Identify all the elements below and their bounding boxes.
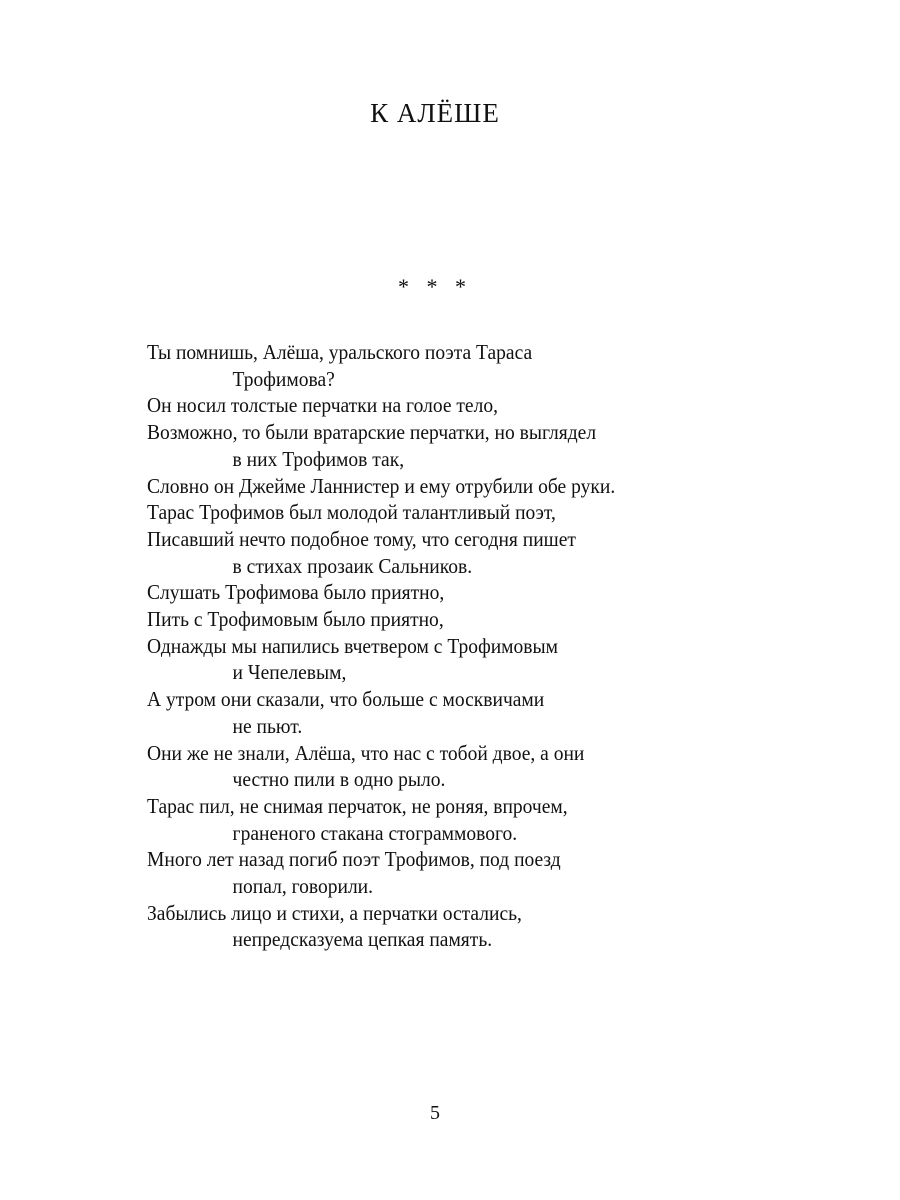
poem-line: Словно он Джейме Ланнистер и ему отрубили обе руки. [147, 473, 616, 498]
poem-line: Они же не знали, Алёша, что нас с тобой двое, а они [147, 740, 585, 765]
poem-line-continuation: граненого стакана стограммового. [232, 820, 518, 845]
section-separator: * * * [398, 274, 472, 299]
poem-line: Слушать Трофимова было приятно, [147, 580, 445, 605]
poem-body [147, 339, 787, 953]
poem-line: Тарас пил, не снимая перчаток, не роняя, впрочем, [147, 793, 568, 818]
poem-line: Тарас Трофимов был молодой талантливый поэт, [147, 500, 556, 525]
poem-line: Много лет назад погиб поэт Трофимов, под поезд [147, 847, 561, 872]
poem-line-continuation: Трофимова? [232, 366, 335, 391]
poem-line-continuation: непредсказуема цепкая память. [232, 927, 493, 952]
poem-line: Он носил толстые перчатки на голое тело, [147, 393, 498, 418]
poem-title: К АЛЁШЕ [370, 98, 500, 128]
poem-line: Пить с Трофимовым было приятно, [147, 607, 444, 632]
poem-line: Возможно, то были вратарские перчатки, но выглядел [147, 420, 597, 445]
page-number: 5 [430, 1102, 440, 1124]
poem-line: Ты помнишь, Алёша, уральского поэта Тараса [147, 340, 533, 364]
poem-line-continuation: честно пили в одно рыло. [232, 767, 446, 792]
poem-line: Писавший нечто подобное тому, что сегодня пишет [147, 526, 576, 551]
poem-line: А утром они сказали, что больше с москвичами [147, 687, 545, 712]
poem-line-continuation: в них Трофимов так, [232, 446, 405, 471]
poem-line-continuation: не пьют. [232, 713, 303, 738]
poem-line-continuation: и Чепелевым, [232, 660, 347, 685]
poem-line: Однажды мы напились вчетвером с Трофимовым [147, 633, 559, 658]
poem-line-continuation: попал, говорили. [232, 874, 374, 899]
poem-line: Забылись лицо и стихи, а перчатки остались, [147, 900, 522, 925]
poem-line-continuation: в стихах прозаик Сальников. [232, 553, 473, 578]
